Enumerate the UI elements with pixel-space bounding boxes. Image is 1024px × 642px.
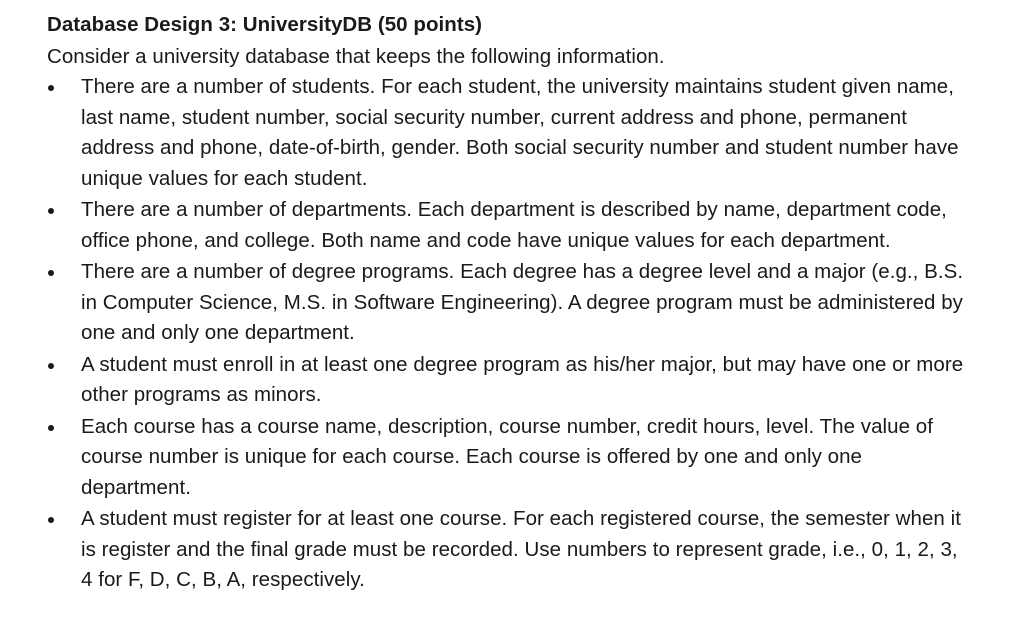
list-item-text: There are a number of students. For each student, the university maintains student given name, last name, student number, social security number, current address and phone, permanent address and phone, date-of-birth, gender. Both social security number and student number have unique values for each student. — [81, 75, 959, 190]
list-item-text: There are a number of departments. Each department is described by name, department code, office phone, and college. Both name and code have unique values for each department. — [81, 198, 947, 252]
bullet-icon — [48, 208, 54, 214]
list-item-students — [47, 72, 971, 194]
list-item-registration — [47, 504, 971, 596]
list-item-departments — [47, 195, 971, 256]
bullet-icon — [48, 270, 54, 276]
list-item-text: A student must enroll in at least one degree program as his/her major, but may have one or more other programs as minors. — [81, 352, 964, 406]
list-item-degree-programs — [47, 257, 971, 349]
bullet-icon — [48, 363, 54, 369]
document-title: Database Design 3: UniversityDB (50 points) — [47, 13, 483, 36]
list-item-enrollment — [47, 350, 971, 411]
list-item-courses — [47, 412, 971, 504]
list-item-text: A student must register for at least one course. For each registered course, the semester when it is register and the final grade must be recorded. Use numbers to represent grade, i.e., 0, 1, 2, 3, 4 for F, D, C, B, A, respectively. — [81, 507, 961, 591]
intro-paragraph: Consider a university database that keeps the following information. — [47, 45, 665, 68]
bullet-icon — [48, 425, 54, 431]
bullet-icon — [48, 517, 54, 523]
list-item-text: Each course has a course name, description, course number, credit hours, level. The value of course number is unique for each course. Each course is offered by one and only one department. — [81, 414, 934, 499]
requirements-list — [47, 72, 1024, 596]
list-item-text: There are a number of degree programs. Each degree has a degree level and a major (e.g., B.S. in Computer Science, M.S. in Software Engineering). A degree program must be administered by one and only one department. — [81, 260, 964, 344]
bullet-icon — [48, 85, 54, 91]
